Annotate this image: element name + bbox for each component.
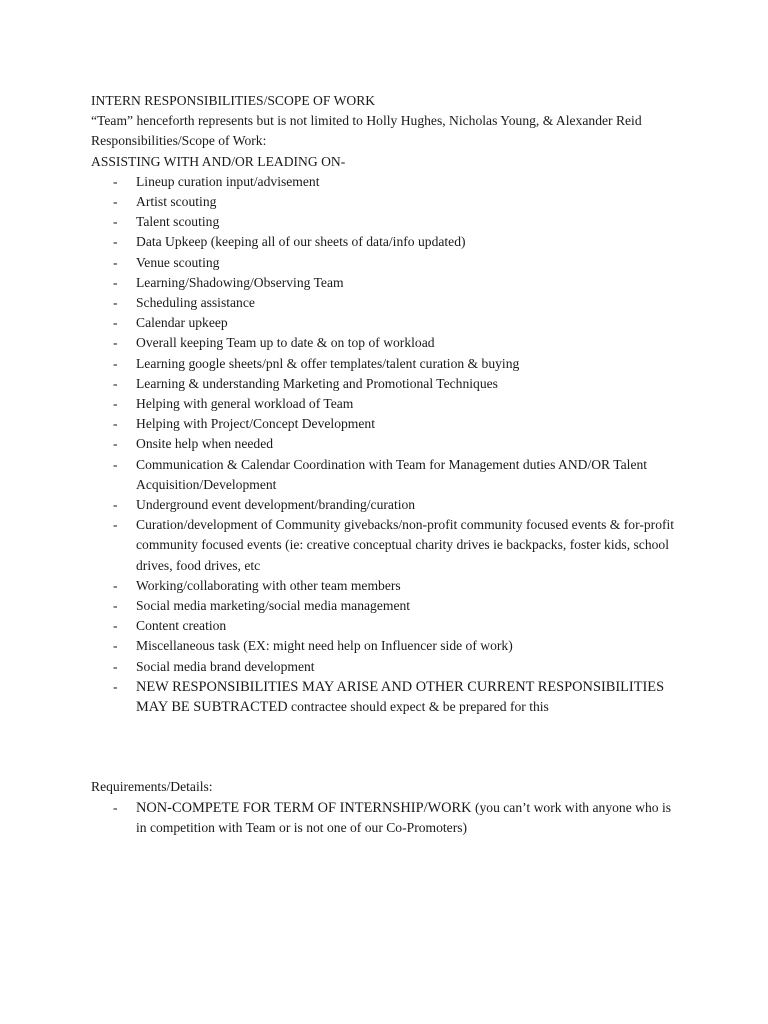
responsibility-item: - Talent scouting (91, 212, 681, 232)
requirements-list (91, 798, 681, 838)
document-title: INTERN RESPONSIBILITIES/SCOPE OF WORK (91, 93, 376, 108)
section-spacer (91, 717, 681, 777)
responsibility-item (91, 677, 681, 717)
requirement-item (91, 798, 681, 838)
responsibility-item: - Artist scouting (91, 192, 681, 212)
responsibility-item: - Underground event development/branding/curation (91, 495, 681, 515)
responsibility-item-upper: NEW RESPONSIBILITIES MAY ARISE AND OTHER CURRENT RESPONSIBILITIES MAY BE SUBTRACTED (136, 678, 665, 716)
responsibility-item: - Learning google sheets/pnl & offer templates/talent curation & buying (91, 354, 681, 374)
responsibilities-list (91, 172, 681, 717)
responsibility-item: - Calendar upkeep (91, 313, 681, 333)
responsibility-item: - Learning/Shadowing/Observing Team (91, 273, 681, 293)
responsibility-item: - Miscellaneous task (EX: might need help on Influencer side of work) (91, 636, 681, 656)
responsibilities-subheading: ASSISTING WITH AND/OR LEADING ON- (91, 153, 346, 169)
responsibility-item: - Scheduling assistance (91, 293, 681, 313)
responsibility-item: - Onsite help when needed (91, 434, 681, 454)
document-body (91, 91, 681, 838)
responsibility-item: - Helping with general workload of Team (91, 394, 681, 414)
responsibility-item: - Helping with Project/Concept Development (91, 414, 681, 434)
requirements-heading: Requirements/Details: (91, 779, 213, 795)
responsibility-item-rest: contractee should expect & be prepared for this (287, 699, 549, 715)
responsibility-item: - Social media marketing/social media management (91, 596, 681, 616)
requirement-item-upper: NON-COMPETE FOR TERM OF INTERNSHIP/WORK (136, 799, 472, 816)
responsibilities-heading: Responsibilities/Scope of Work: (91, 133, 267, 149)
responsibility-item: - Social media brand development (91, 657, 681, 677)
responsibility-item: - Learning & understanding Marketing and Promotional Techniques (91, 374, 681, 394)
responsibility-item: - Lineup curation input/advisement (91, 172, 681, 192)
requirement-item-rest: (you can’t work with anyone who is in competition with Team or is not one of our Co-Promoters) (136, 799, 672, 835)
responsibility-item: - Communication & Calendar Coordination with Team for Management duties AND/OR Talent Acquisition/Development (91, 455, 681, 495)
responsibility-item: - Data Upkeep (keeping all of our sheets of data/info updated) (91, 232, 681, 252)
responsibility-item: - Overall keeping Team up to date & on top of workload (91, 333, 681, 353)
team-definition: “Team” henceforth represents but is not limited to Holly Hughes, Nicholas Young, & Alexander Reid (91, 113, 642, 129)
responsibility-item: - Content creation (91, 616, 681, 636)
responsibility-item: - Venue scouting (91, 253, 681, 273)
responsibility-item: - Working/collaborating with other team members (91, 576, 681, 596)
responsibility-item: - Curation/development of Community givebacks/non-profit community focused events & for-profit community focused events (ie: creative conceptual charity drives ie backpacks, foster kids, school drives, food drives, etc (91, 515, 681, 576)
